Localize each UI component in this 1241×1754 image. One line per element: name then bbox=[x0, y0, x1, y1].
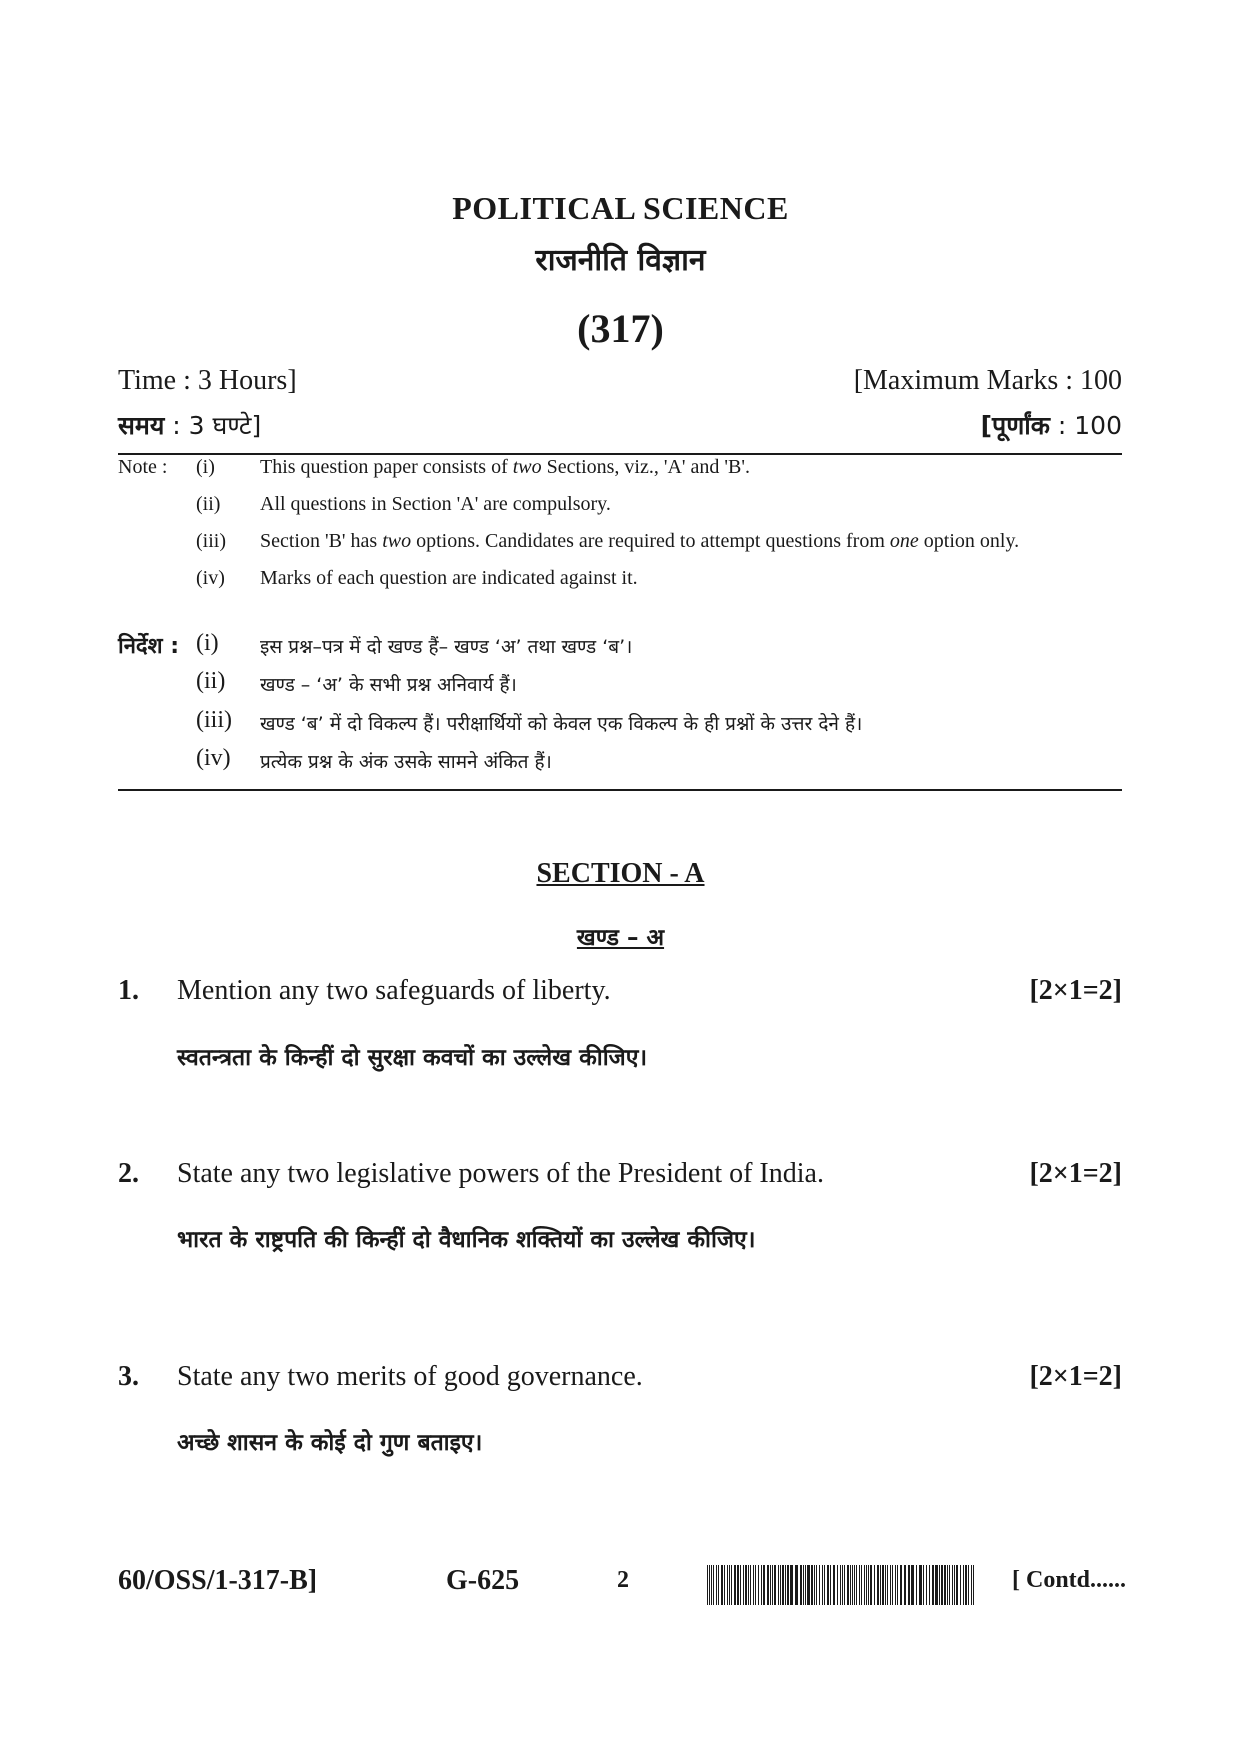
time-hindi-value: : 3 घण्टे] bbox=[164, 411, 262, 440]
question-text-hindi: भारत के राष्ट्रपति की किन्हीं दो वैधानिक शक्तियों का उल्लेख कीजिए। bbox=[177, 1227, 756, 1253]
marks-hindi-label: [पूर्णांक bbox=[980, 411, 1050, 440]
question-text: Mention any two safeguards of liberty. bbox=[177, 975, 611, 1006]
question-marks: [2×1=2] bbox=[1029, 1158, 1122, 1189]
note-item-hindi: खण्ड ‘ब’ में दो विकल्प हैं। परीक्षार्थियों को केवल एक विकल्प के ही प्रश्नों के उत्तर देने हैं। bbox=[260, 713, 863, 735]
note-number-hindi: (ii) bbox=[196, 668, 226, 694]
paper-title: POLITICAL SCIENCE bbox=[452, 190, 789, 226]
question-marks: [2×1=2] bbox=[1029, 1361, 1122, 1392]
note-item-hindi: खण्ड – ‘अ’ के सभी प्रश्न अनिवार्य हैं। bbox=[260, 674, 517, 696]
top-divider bbox=[118, 453, 1122, 455]
question-text: State any two legislative powers of the President of India. bbox=[177, 1158, 824, 1189]
question-text-hindi: अच्छे शासन के कोई दो गुण बताइए। bbox=[177, 1430, 483, 1456]
note-item: Section 'B' has two options. Candidates are required to attempt questions from one option only. bbox=[260, 530, 1020, 552]
note-number-hindi: (iii) bbox=[196, 707, 232, 733]
time-allowed: Time : 3 Hours] bbox=[118, 365, 297, 396]
section-heading-hindi: खण्ड – अ bbox=[576, 925, 665, 951]
note-number: (i) bbox=[196, 456, 215, 478]
bottom-divider bbox=[118, 789, 1122, 791]
question-number: 2. bbox=[118, 1158, 139, 1189]
maximum-marks-hindi bbox=[981, 408, 1122, 442]
note-label: Note : bbox=[118, 456, 168, 478]
paper-code: 60/OSS/1-317-B] bbox=[118, 1565, 318, 1596]
note-number-hindi: (i) bbox=[196, 630, 219, 656]
note-number: (ii) bbox=[196, 493, 221, 515]
barcode bbox=[707, 1565, 975, 1605]
question-number: 1. bbox=[118, 975, 139, 1006]
note-number: (iv) bbox=[196, 567, 225, 589]
time-hindi-label: समय bbox=[118, 411, 165, 440]
continued-label: [ Contd...... bbox=[1012, 1567, 1127, 1593]
paper-title-hindi: राजनीति विज्ञान bbox=[535, 243, 706, 278]
note-number-hindi: (iv) bbox=[196, 745, 231, 771]
note-item-hindi: प्रत्येक प्रश्न के अंक उसके सामने अंकित हैं। bbox=[260, 751, 552, 773]
note-item: All questions in Section 'A' are compulsory. bbox=[260, 493, 611, 515]
note-number: (iii) bbox=[196, 530, 226, 552]
page-number: 2 bbox=[617, 1567, 629, 1593]
question-text: State any two merits of good governance. bbox=[177, 1361, 643, 1392]
time-allowed-hindi bbox=[118, 408, 261, 442]
subject-code: (317) bbox=[577, 306, 664, 351]
maximum-marks: [Maximum Marks : 100 bbox=[853, 365, 1122, 396]
note-label-hindi: निर्देश : bbox=[118, 634, 180, 659]
question-number: 3. bbox=[118, 1361, 139, 1392]
note-item: Marks of each question are indicated against it. bbox=[260, 567, 638, 589]
question-text-hindi: स्वतन्त्रता के किन्हीं दो सुरक्षा कवचों का उल्लेख कीजिए। bbox=[177, 1045, 648, 1071]
series-code: G-625 bbox=[446, 1565, 520, 1596]
section-heading: SECTION - A bbox=[536, 858, 705, 889]
marks-hindi-value: : 100 bbox=[1049, 411, 1122, 440]
question-marks: [2×1=2] bbox=[1029, 975, 1122, 1006]
note-item-hindi: इस प्रश्न–पत्र में दो खण्ड हैं– खण्ड ‘अ’ तथा खण्ड ‘ब’। bbox=[260, 636, 633, 658]
note-item: This question paper consists of two Sections, viz., 'A' and 'B'. bbox=[260, 456, 750, 478]
